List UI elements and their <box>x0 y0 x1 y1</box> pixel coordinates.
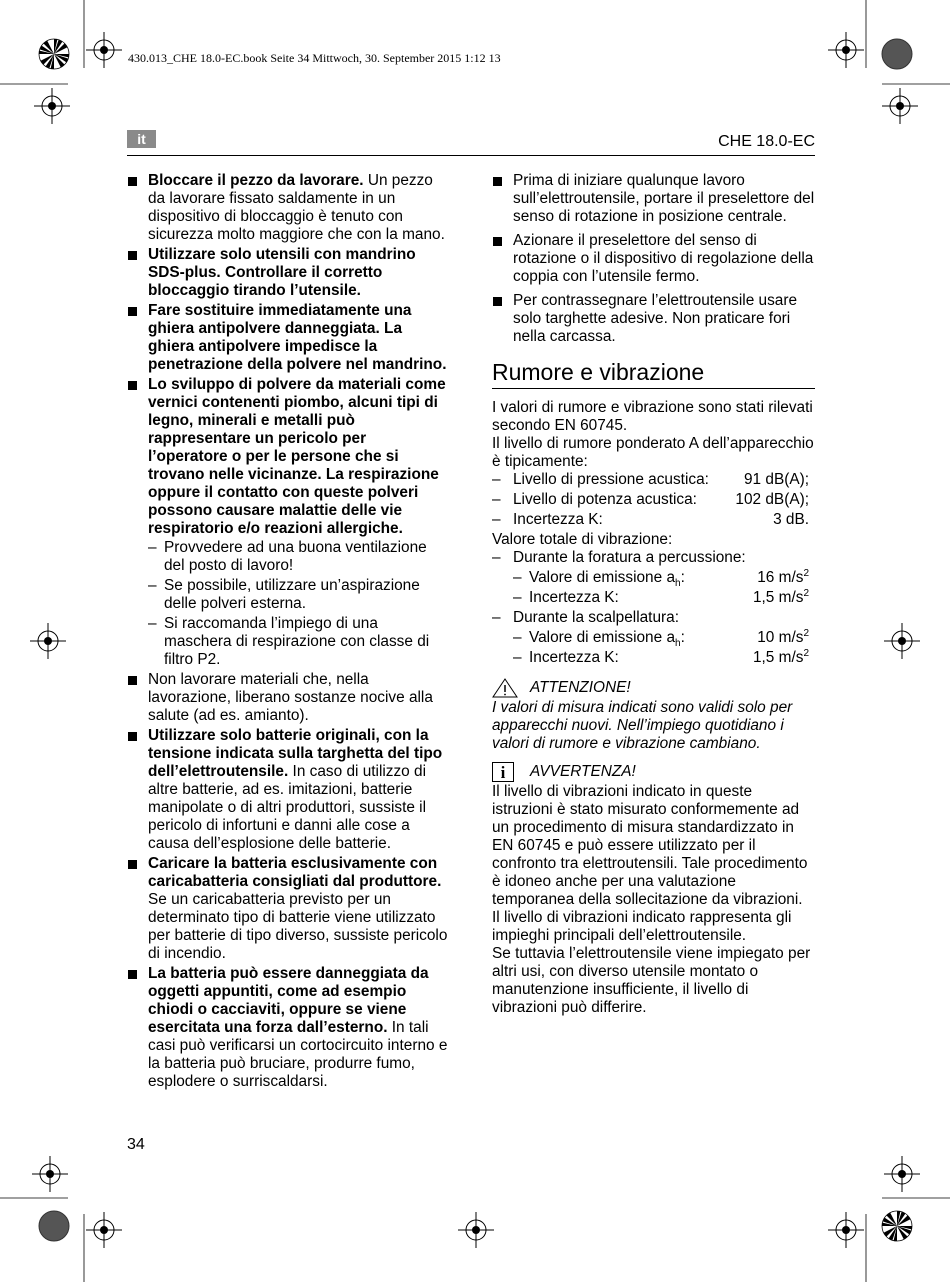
dash-marker: – <box>513 589 522 606</box>
bullet-square-icon <box>493 177 502 186</box>
sub-list-text: Provvedere ad una buona ventilazione del posto di lavoro! <box>164 539 427 574</box>
spec-value: 10 $m/s^2$ <box>757 627 809 646</box>
bullet-bold-text: Caricare la batteria esclusivamente con caricabatteria consigliati dal produttore. <box>148 855 442 890</box>
bullet-text: Per contrassegnare l’elettroutensile usare solo targhette adesive. Non praticare fori nella carcassa. <box>513 292 798 345</box>
caution-heading <box>492 677 815 699</box>
intro-paragraph: I valori di rumore e vibrazione sono stati rilevati secondo EN 60745. <box>492 399 813 434</box>
dash-marker: – <box>513 649 522 666</box>
bullet-square-icon <box>128 732 137 741</box>
bullet-text: In tali casi può verificarsi un cortocircuito interno e la batteria può bruciare, produrre fumo, esplodere o surriscaldarsi. <box>148 1019 448 1090</box>
dash-marker: – <box>513 569 522 586</box>
spec-value: 102 dB(A); <box>735 491 809 508</box>
note-heading <box>492 761 815 783</box>
header-divider <box>127 155 815 156</box>
spec-label: Valore di emissione $a_h$: <box>529 629 685 650</box>
bullet-square-icon <box>128 251 137 260</box>
note-paragraph: Il livello di vibrazioni indicato in queste istruzioni è stato misurato conformemente ad un procedimento di misura standardizzato in EN 60745 e può essere utilizzato per il confronto tra elettroutensili. Tale procedimento è idoneo anche per una valutazione temporanea della sollecitazione da vibrazioni. <box>492 783 808 908</box>
print-header: 430.013_CHE 18.0-EC.book Seite 34 Mittwoch, 30. September 2015 1:12 13 <box>128 51 501 65</box>
vibration-group <box>492 549 815 569</box>
list-item <box>127 671 449 725</box>
dash-marker: – <box>492 491 501 508</box>
bullet-text: Azionare il preselettore del senso di rotazione o il dispositivo di regolazione della coppia con l’utensile fermo. <box>513 232 814 285</box>
spec-label: Incertezza K: <box>513 511 603 528</box>
bullet-bold-text: Fare sostituire immediatamente una ghiera antipolvere danneggiata. La ghiera antipolvere impedisce la penetrazione della polvere nel mandrino. <box>148 302 447 373</box>
vibration-row <box>492 629 815 649</box>
spec-value: 3 dB. <box>773 511 809 528</box>
warning-triangle-icon <box>492 678 518 698</box>
bullet-square-icon <box>128 177 137 186</box>
dash-marker: – <box>148 615 157 632</box>
dash-marker: – <box>492 511 501 528</box>
list-item <box>492 172 815 226</box>
spec-label: Incertezza K: <box>529 649 619 666</box>
list-item <box>492 232 815 286</box>
list-item <box>127 855 449 963</box>
list-item <box>127 302 449 374</box>
bullet-square-icon <box>128 860 137 869</box>
bullet-bold-text: Utilizzare solo utensili con mandrino SDS-plus. Controllare il corretto bloccaggio tirando l’utensile. <box>148 246 416 299</box>
spec-value: 16 $m/s^2$ <box>757 567 809 586</box>
bullet-square-icon <box>493 297 502 306</box>
vibration-row <box>492 569 815 589</box>
list-item <box>127 727 449 853</box>
vibration-row <box>492 649 815 669</box>
spec-label: Livello di pressione acustica: <box>513 471 709 488</box>
bullet-text: Prima di iniziare qualunque lavoro sull’elettroutensile, portare il preselettore del senso di rotazione in posizione centrale. <box>513 172 815 225</box>
language-badge: it <box>127 130 156 148</box>
bullet-text: Un pezzo da lavorare fissato saldamente in un dispositivo di bloccaggio è tenuto con sicurezza molto maggiore che con la mano. <box>148 172 445 243</box>
noise-intro: Il livello di rumore ponderato A dell’apparecchio è tipicamente: <box>492 435 814 470</box>
dash-marker: – <box>492 609 501 626</box>
caution-text: I valori di misura indicati sono validi solo per apparecchi nuovi. Nell’impiego quotidiano i valori di rumore e vibrazione cambiano. <box>492 699 793 752</box>
list-item <box>127 965 449 1091</box>
list-item <box>127 246 449 300</box>
bullet-text: Se un caricabatteria previsto per un determinato tipo di batterie viene utilizzato per batterie di tipo diverso, sussiste pericolo di incendio. <box>148 891 448 962</box>
sub-list-item <box>148 539 449 575</box>
vibration-group-label: Durante la scalpellatura: <box>513 609 679 626</box>
bullet-bold-text: Lo sviluppo di polvere da materiali come vernici contenenti piombo, alcuni tipi di legno, minerali e metalli può rappresentare un pericolo per l’operatore o per le persone che si trovano nelle vicinanze. La respirazione oppure il contatto con queste polveri possono causare malattie delle vie respiratorio e/o reazioni allergiche. <box>148 376 446 537</box>
vibration-group-label: Durante la foratura a percussione: <box>513 549 746 566</box>
info-icon: i <box>492 762 514 782</box>
bullet-bold-text: Bloccare il pezzo da lavorare. <box>148 172 364 189</box>
sub-list <box>148 539 449 669</box>
bullet-square-icon <box>493 237 502 246</box>
spec-value: 1,5 $m/s^2$ <box>752 647 809 666</box>
sub-list-text: Se possibile, utilizzare un’aspirazione delle polveri esterna. <box>164 577 420 612</box>
sub-list-item <box>148 615 449 669</box>
bullet-text: In caso di utilizzo di altre batterie, ad es. imitazioni, batterie manipolate o di altri produttori, sussiste il pericolo di infortuni e danni alle cose a causa dell’esplosione delle batterie. <box>148 763 427 852</box>
list-item <box>492 292 815 346</box>
dash-marker: – <box>148 539 157 556</box>
vibration-row <box>492 589 815 609</box>
right-column <box>492 172 815 1017</box>
dash-marker: – <box>513 629 522 646</box>
left-column <box>127 172 449 1093</box>
sub-list-item <box>148 577 449 613</box>
bullet-text: Non lavorare materiali che, nella lavorazione, liberano sostanze nocive alla salute (ad es. amianto). <box>148 671 433 724</box>
bullet-square-icon <box>128 676 137 685</box>
dash-marker: – <box>492 471 501 488</box>
list-item <box>127 172 449 244</box>
page-number: 34 <box>127 1136 145 1153</box>
noise-row <box>492 491 815 511</box>
model-title: CHE 18.0-EC <box>718 133 815 150</box>
spec-value: 1,5 $m/s^2$ <box>752 587 809 606</box>
spec-label: Valore di emissione $a_h$: <box>529 569 685 590</box>
section-title: Rumore e vibrazione <box>492 358 815 389</box>
caution-title: ATTENZIONE! <box>530 679 631 696</box>
note-paragraph: Se tuttavia l’elettroutensile viene impiegato per altri usi, con diverso utensile montato o manutenzione insufficiente, il livello di vibrazioni può differire. <box>492 945 811 1016</box>
bullet-square-icon <box>128 307 137 316</box>
bullet-square-icon <box>128 970 137 979</box>
vibration-intro: Valore totale di vibrazione: <box>492 531 673 548</box>
vibration-group <box>492 609 815 629</box>
noise-row <box>492 511 815 531</box>
dash-marker: – <box>148 577 157 594</box>
spec-label: Incertezza K: <box>529 589 619 606</box>
spec-label: Livello di potenza acustica: <box>513 491 697 508</box>
dash-marker: – <box>492 549 501 566</box>
bullet-bold-text: Utilizzare solo batterie originali, con la tensione indicata sulla targhetta del tipo dell’elettroutensile. <box>148 727 443 780</box>
list-item <box>127 376 449 669</box>
sub-list-text: Si raccomanda l’impiego di una maschera di respirazione con classe di filtro P2. <box>164 615 430 668</box>
note-paragraph: Il livello di vibrazioni indicato rappresenta gli impieghi principali dell’elettroutensile. <box>492 909 792 944</box>
bullet-bold-text: La batteria può essere danneggiata da oggetti appuntiti, come ad esempio chiodi o cacciaviti, oppure se viene esercitata una forza dall’esterno. <box>148 965 429 1036</box>
bullet-square-icon <box>128 381 137 390</box>
note-title: AVVERTENZA! <box>530 763 636 780</box>
spec-value: 91 dB(A); <box>743 471 809 488</box>
noise-row <box>492 471 815 491</box>
